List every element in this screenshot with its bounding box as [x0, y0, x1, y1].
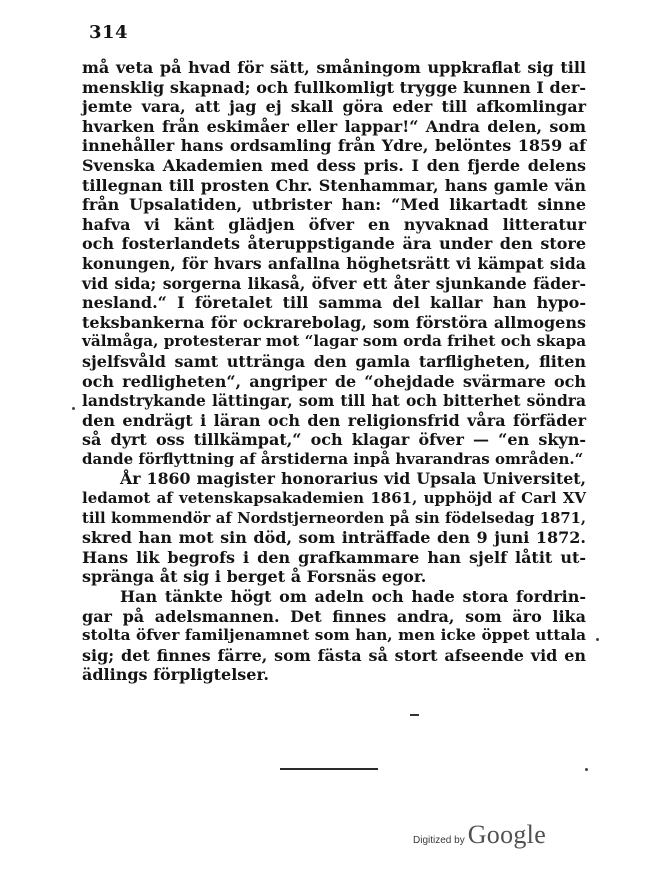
text-line: jemte vara, att jag ej skall göra eder till afkomlingar: [82, 97, 586, 117]
text-line: gar på adelsmannen. Det finnes andra, som äro lika: [82, 606, 586, 626]
text-line: innehåller hans ordsamling från Ydre, belöntes 1859 af: [82, 136, 586, 156]
section-end-rule: [280, 768, 378, 770]
text-line: hvarken från eskimåer eller lappar!“ Andra delen, som: [82, 116, 586, 136]
text-line: vid sida; sorgerna likaså, öfver ett åter sjunkande fäder-: [82, 273, 586, 293]
print-mark-dash: [410, 714, 419, 716]
google-logo: Google: [467, 820, 547, 849]
text-line: från Upsalatiden, utbrister han: “Med likartadt sinne: [82, 195, 586, 215]
text-line: År 1860 magister honorarius vid Upsala Universitet,: [120, 469, 586, 489]
text-line: skred han mot sin död, som inträffade den 9 juni 1872.: [82, 528, 586, 548]
text-line: den endrägt i läran och den religionsfrid våra förfäder: [82, 410, 586, 430]
text-line: sjelfsvåld samt uttränga den gamla tarfligheten, fliten: [82, 351, 586, 371]
text-line: och fosterlandets återuppstigande ära under den store: [82, 234, 586, 254]
margin-speck: [596, 638, 599, 641]
text-line: dande förflyttning af årstiderna inpå hvarandras områden.“: [82, 449, 584, 468]
text-line: Hans lik begrofs i den grafkammare han sjelf låtit ut-: [82, 547, 586, 567]
text-line: ädlings förpligtelser.: [82, 665, 269, 685]
body-text: [82, 58, 586, 685]
text-line: så dyrt oss tillkämpat,“ och klagar öfver — “en skyn-: [82, 430, 586, 450]
text-line: välmåga, protesterar mot “lagar som orda frihet och skapa: [82, 332, 587, 351]
text-line: Han tänkte högt om adeln och hade stora fordrin-: [120, 587, 586, 607]
text-line: hafva vi känt glädjen öfver en nyvaknad litteratur: [82, 214, 586, 234]
text-line: spränga åt sig i berget å Forsnäs egor.: [82, 567, 427, 587]
text-line: nesland.“ I företalet till samma del kallar han hypo-: [82, 293, 586, 313]
text-line: och redligheten“, angriper de “ohejdade svärmare och: [82, 371, 586, 391]
page-number: 314: [89, 22, 129, 43]
margin-speck: [585, 768, 588, 771]
text-line: mensklig skapnad; och fullkomligt trygge kunnen I der-: [82, 77, 586, 97]
margin-speck: [72, 407, 75, 410]
text-line: Svenska Akademien med dess pris. I den fjerde delens: [82, 155, 586, 175]
digitized-by-label: Digitized by: [413, 835, 465, 846]
text-line: teksbankerna för ockrarebolag, som förstöra allmogens: [82, 312, 586, 332]
text-line: tillegnan till prosten Chr. Stenhammar, hans gamle vän: [82, 175, 586, 195]
text-line: till kommendör af Nordstjerneorden på sin födelsedag 1871,: [82, 509, 586, 527]
text-line: sig; det finnes färre, som fästa så stort afseende vid en: [82, 645, 586, 665]
digitized-by-google-watermark: [413, 820, 546, 850]
text-line: konungen, för hvars anfallna höghetsrätt vi kämpat sida: [82, 253, 586, 273]
text-line: landstrykande lättingar, som till hat och bitterhet söndra: [82, 391, 586, 411]
text-line: må veta på hvad för sätt, småningom uppkraflat sig till: [82, 58, 586, 77]
text-line: stolta öfver familjenamnet som han, men icke öppet uttala: [82, 626, 586, 645]
text-line: ledamot af vetenskapsakademien 1861, upphöjd af Carl XV: [82, 489, 586, 508]
